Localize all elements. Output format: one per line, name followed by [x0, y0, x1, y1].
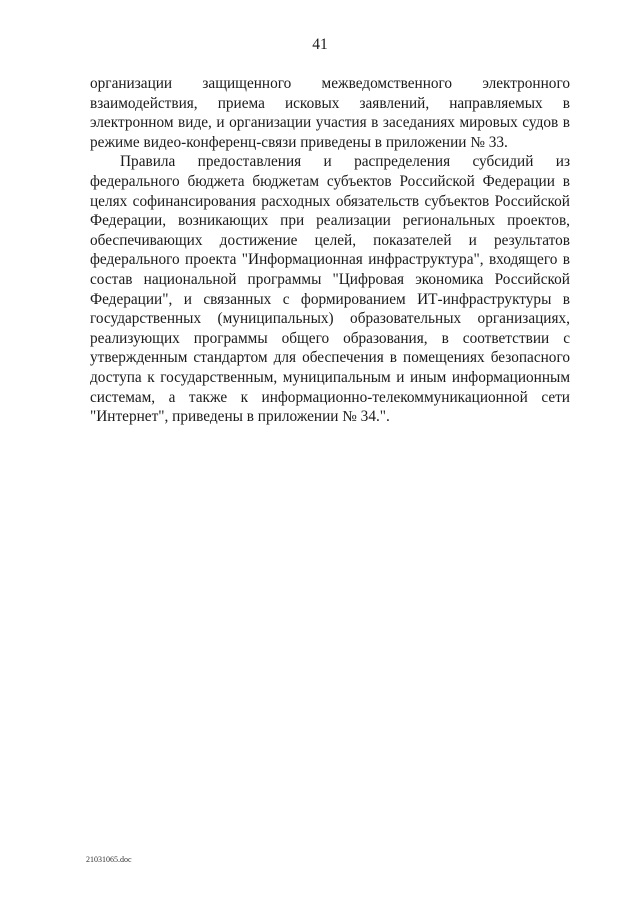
document-body — [90, 74, 570, 427]
page-number: 41 — [312, 36, 328, 53]
paragraph-2: Правила предоставления и распределения субсидий из федерального бюджета бюджетам субъектов Российской Федерации в целях софинансирования расходных обязательств субъектов Российской Федерации, возникающих при реализации региональных проектов, обеспечивающих достижение целей, показателей и результатов федерального проекта "Информационная инфраструктура", входящего в состав национальной программы "Цифровая экономика Российской Федерации", и связанных с формированием ИТ-инфраструктуры в государственных (муниципальных) образовательных организациях, реализующих программы общего образования, в соответствии с утвержденным стандартом для обеспечения в помещениях безопасного доступа к государственным, муниципальным и иным информационным системам, а также к информационно-телекоммуникационной сети "Интернет", приведены в приложении № 34.". — [90, 153, 570, 426]
paragraph-1: организации защищенного межведомственного электронного взаимодействия, приема исковых заявлений, направляемых в электронном виде, и организации участия в заседаниях мировых судов в режиме видео-конференц-связи приведены в приложении № 33. — [90, 75, 570, 151]
footer-file-name: 21031065.doc — [86, 855, 132, 864]
